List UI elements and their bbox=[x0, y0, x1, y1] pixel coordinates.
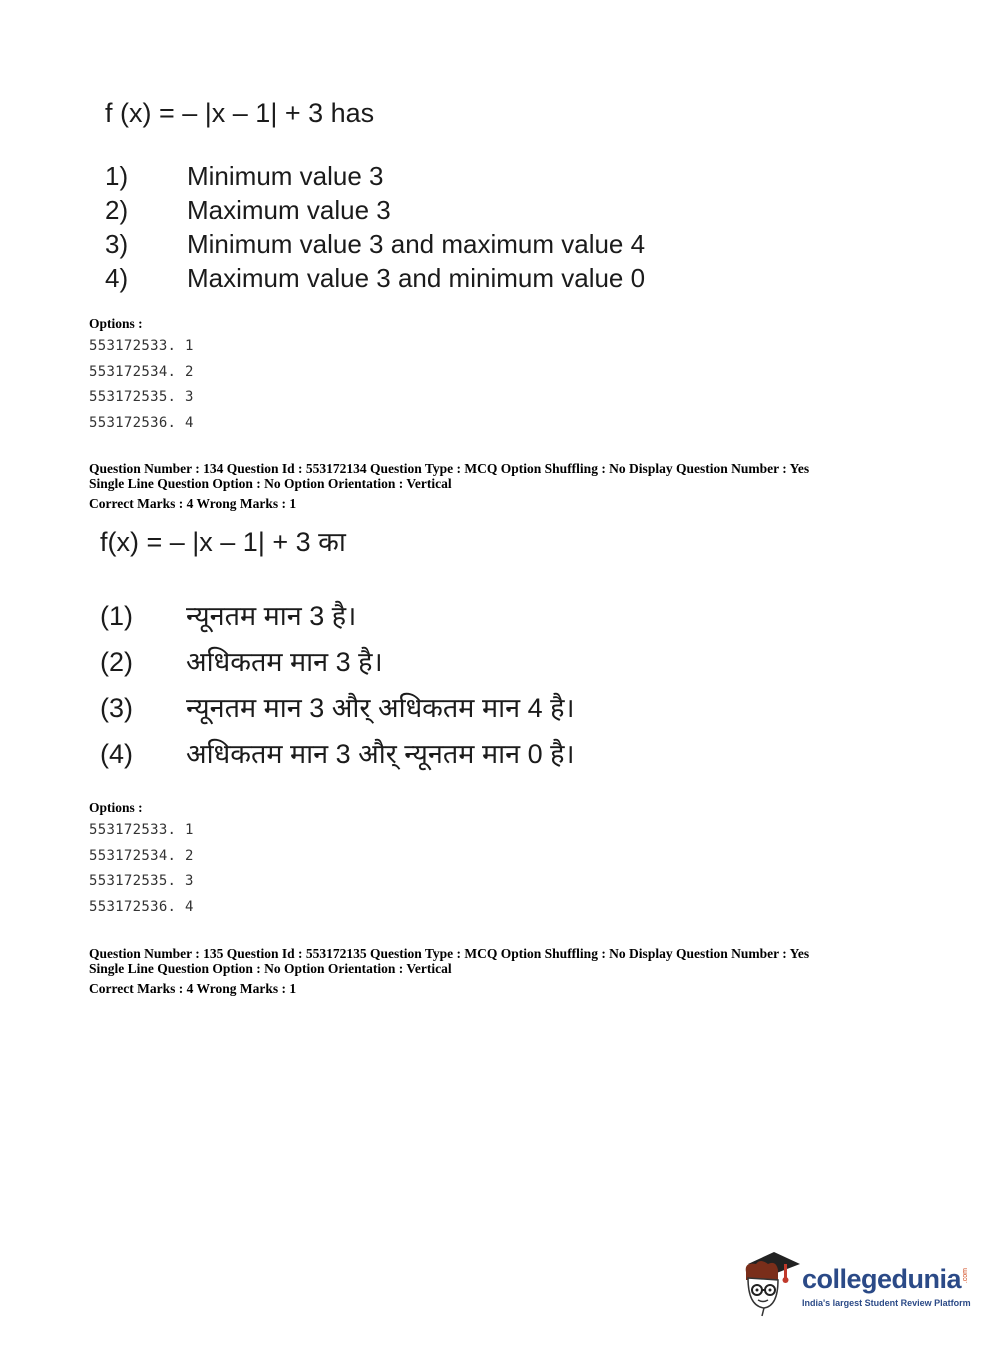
option-number: 2) bbox=[105, 195, 129, 225]
option-id: 553172533. 1 bbox=[89, 822, 194, 838]
mascot-icon bbox=[740, 1250, 802, 1318]
option-item bbox=[105, 159, 645, 193]
option-number: 4) bbox=[105, 263, 129, 293]
option-id: 553172534. 2 bbox=[89, 847, 194, 864]
option-item bbox=[105, 193, 645, 227]
option-item bbox=[105, 261, 645, 295]
option-id: 553172534. 2 bbox=[89, 363, 194, 380]
option-number: 1) bbox=[105, 161, 129, 191]
logo-name: collegedunia bbox=[802, 1264, 962, 1294]
question-stem: f (x) = – |x – 1| + 3 has bbox=[105, 98, 375, 128]
option-id: 553172533. 1 bbox=[89, 338, 194, 354]
option-id: 553172535. 3 bbox=[89, 389, 194, 405]
option-number: (3) bbox=[100, 693, 133, 723]
meta-line: Question Number : 135 Question Id : 553172135 Question Type : MCQ Option Shuffling : No Display Question Number : Yes bbox=[89, 946, 810, 961]
option-text: न्यूनतम मान 3 है। bbox=[186, 601, 357, 631]
question-134-meta bbox=[89, 461, 809, 511]
logo-tagline: India's largest Student Review Platform bbox=[802, 1298, 971, 1308]
options-label: Options : bbox=[89, 800, 143, 815]
meta-line: Single Line Question Option : No Option Orientation : Vertical bbox=[89, 961, 452, 976]
option-number: 3) bbox=[105, 229, 129, 259]
question-134-image bbox=[100, 522, 575, 777]
option-text: अधिकतम मान 3 और् न्यूनतम मान 0 है। bbox=[186, 739, 575, 769]
option-id: 553172536. 4 bbox=[89, 414, 194, 431]
option-text: Maximum value 3 and minimum value 0 bbox=[187, 263, 646, 293]
option-number: (1) bbox=[100, 601, 133, 631]
option-text: Minimum value 3 bbox=[187, 161, 384, 191]
meta-line: Correct Marks : 4 Wrong Marks : 1 bbox=[89, 981, 297, 996]
options-label: Options : bbox=[89, 316, 143, 331]
option-number: (2) bbox=[100, 647, 133, 677]
question-options bbox=[100, 593, 575, 777]
logo-com: .com bbox=[962, 1268, 969, 1284]
options-list-134 bbox=[89, 800, 194, 920]
options-list-133 bbox=[89, 316, 194, 436]
option-text: Maximum value 3 bbox=[187, 195, 391, 225]
question-133-image bbox=[105, 98, 645, 295]
option-text: अधिकतम मान 3 है। bbox=[186, 647, 383, 677]
option-item bbox=[100, 685, 575, 731]
option-id: 553172535. 3 bbox=[89, 873, 194, 889]
option-item bbox=[105, 227, 645, 261]
option-item bbox=[100, 731, 575, 777]
option-item bbox=[100, 593, 575, 639]
meta-line: Single Line Question Option : No Option Orientation : Vertical bbox=[89, 476, 452, 491]
collegedunia-logo bbox=[740, 1250, 970, 1320]
question-135-meta bbox=[89, 946, 809, 996]
option-text: Minimum value 3 and maximum value 4 bbox=[187, 229, 646, 259]
option-id: 553172536. 4 bbox=[89, 898, 194, 915]
question-options bbox=[105, 159, 645, 295]
option-item bbox=[100, 639, 575, 685]
question-stem: f(x) = – |x – 1| + 3 का bbox=[100, 527, 346, 557]
option-text: न्यूनतम मान 3 और् अधिकतम मान 4 है। bbox=[186, 693, 575, 723]
meta-line: Question Number : 134 Question Id : 553172134 Question Type : MCQ Option Shuffling : No Display Question Number : Yes bbox=[89, 461, 810, 476]
meta-line: Correct Marks : 4 Wrong Marks : 1 bbox=[89, 496, 297, 511]
option-number: (4) bbox=[100, 739, 133, 769]
